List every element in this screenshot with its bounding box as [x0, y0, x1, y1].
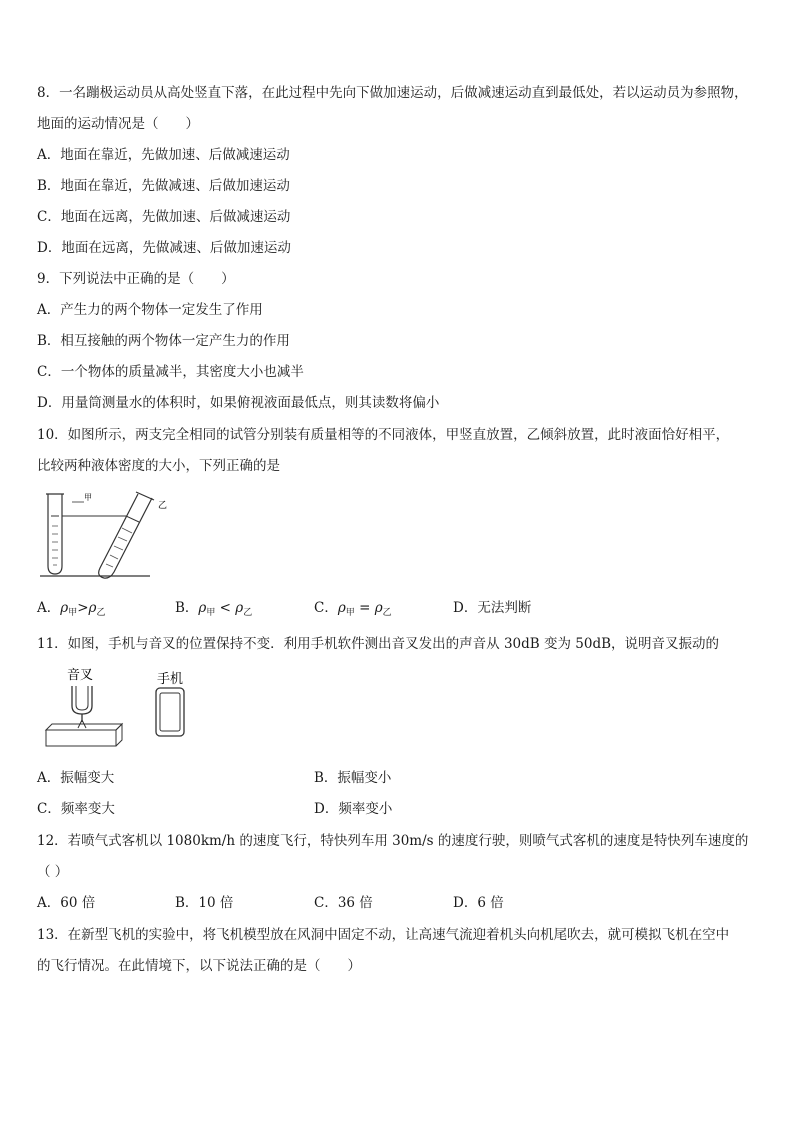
q9-option-c: C．一个物体的质量减半，其密度大小也减半: [37, 364, 304, 380]
q13-stem-line2: 的飞行情况。在此情境下，以下说法正确的是（ ）: [37, 958, 361, 974]
q9-stem: 9．下列说法中正确的是（ ）: [37, 271, 235, 287]
q9-option-b: B．相互接触的两个物体一定产生力的作用: [37, 333, 290, 349]
q11-option-a: A．振幅变大: [37, 770, 115, 786]
q10-stem-line2: 比较两种液体密度的大小，下列正确的是: [37, 458, 280, 474]
phone-label: 手机: [157, 672, 184, 687]
q11-option-d: D．频率变小: [314, 801, 393, 817]
q10-stem-line1: 10．如图所示，两支完全相同的试管分别装有质量相等的不同液体，甲竖直放置，乙倾斜放置，此时液面恰好相平，: [37, 427, 730, 443]
q10-option-b: B．$\rho_甲 < \rho_乙$: [175, 600, 253, 618]
tube-jia-label: 甲: [84, 493, 92, 502]
q9-option-d: D．用量筒测量水的体积时，如果俯视液面最低点，则其读数将偏小: [37, 395, 440, 411]
q8-option-c: C．地面在远离，先做加速、后做减速运动: [37, 209, 291, 225]
q12-stem-line2: （ ）: [37, 864, 69, 880]
q12-stem-line1: 12．若喷气式客机以 1080km/h 的速度飞行，特快列车用 30m/s 的速度行驶，则喷气式客机的速度是特快列车速度的: [37, 833, 749, 849]
test-tubes-figure: [38, 488, 178, 580]
q11-option-c: C．频率变大: [37, 801, 115, 817]
q12-option-b: B．10 倍: [175, 895, 234, 911]
q8-stem-line1: 8．一名蹦极运动员从高处竖直下落，在此过程中先向下做加速运动，后做减速运动直到最低处，若以运动员为参照物，: [37, 85, 748, 101]
q9-option-a: A．产生力的两个物体一定发生了作用: [37, 302, 263, 318]
q10-option-a: A．$\rho_甲>\rho_乙$: [37, 600, 106, 618]
q8-option-b: B．地面在靠近，先做减速、后做加速运动: [37, 178, 290, 194]
q8-option-a: A．地面在靠近，先做加速、后做减速运动: [37, 147, 290, 163]
q11-stem: 11．如图，手机与音叉的位置保持不变．利用手机软件测出音叉发出的声音从 30dB 变为 50dB，说明音叉振动的: [37, 636, 720, 652]
q12-option-a: A．60 倍: [37, 895, 96, 911]
q11-option-b: B．振幅变小: [314, 770, 392, 786]
tuning-fork-phone-figure: [42, 664, 202, 752]
tube-yi-label: 乙: [158, 501, 168, 511]
q12-option-d: D．6 倍: [453, 895, 504, 911]
q13-stem-line1: 13．在新型飞机的实验中，将飞机模型放在风洞中固定不动，让高速气流迎着机头向机尾吹去，就可模拟飞机在空中: [37, 927, 730, 943]
q10-option-c: C．$\rho_甲 = \rho_乙$: [314, 600, 392, 618]
q10-option-d: D．无法判断: [453, 600, 532, 616]
tuning-fork-label: 音叉: [67, 668, 94, 683]
q12-option-c: C．36 倍: [314, 895, 373, 911]
q8-option-d: D．地面在远离，先做减速、后做加速运动: [37, 240, 291, 256]
q8-stem-line2: 地面的运动情况是（ ）: [37, 116, 199, 132]
